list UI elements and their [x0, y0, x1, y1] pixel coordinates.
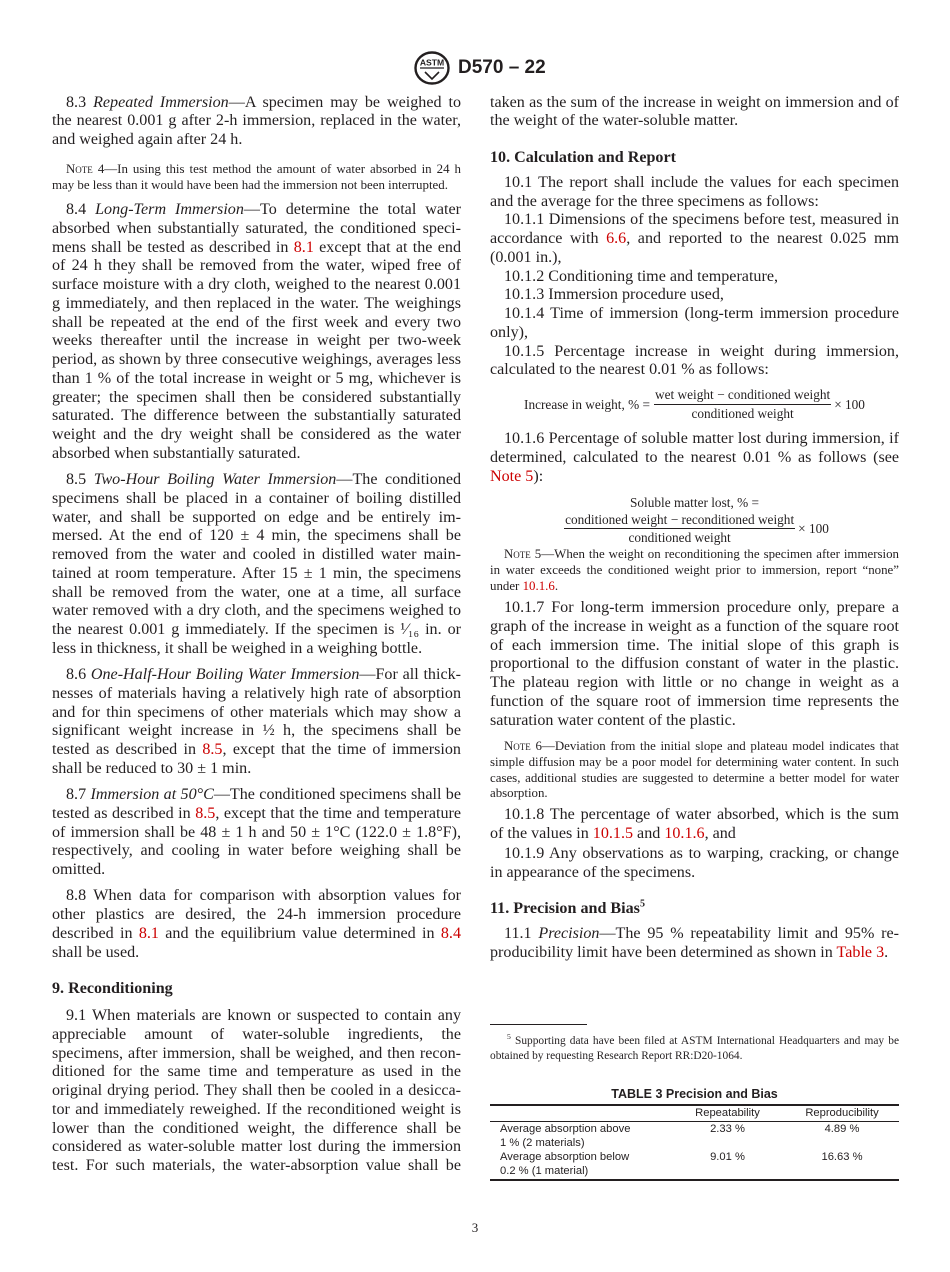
reproducibility-value: 16.63 % — [821, 1151, 863, 1163]
cross-reference-link[interactable]: 10.1.6 — [664, 824, 705, 842]
text-run: Supporting data have been filed at ASTM International Headquarters and may be obtained by requesting Research Report RR:D20-1064. — [490, 1034, 899, 1062]
footnote-marker: 5 — [507, 1031, 511, 1041]
paragraph-10-1-6 — [490, 430, 899, 486]
cross-reference-link[interactable]: Table 3 — [836, 943, 885, 961]
paragraph-10-1-3 — [490, 286, 899, 305]
paragraph-10-1-8 — [490, 806, 899, 844]
equation-soluble-matter-lost — [490, 495, 899, 547]
italic-caption: One-Half-Hour Boiling Water Immersion — [90, 666, 360, 684]
text-run: 8.8 When data for comparison with absorption values for other plastics are desired, the 24-h immersion procedure described in — [52, 887, 461, 942]
text-run: 8.6 — [66, 666, 91, 684]
text-run: . — [884, 943, 889, 961]
paragraph-8-7 — [52, 786, 461, 880]
paragraph-10-1-2 — [490, 268, 899, 287]
note-label: Note — [504, 739, 531, 754]
paragraph-10-1 — [490, 174, 899, 212]
cross-reference-link[interactable]: 8.5 — [195, 804, 216, 822]
equation-fraction-row — [490, 511, 899, 547]
text-run: —To determine the total water absorbed when substantially saturated, the conditioned specimens shall be tested as described in — [52, 201, 462, 256]
paragraph-9-1 — [52, 1007, 461, 1176]
paragraph-8-4 — [52, 201, 461, 464]
paragraph-11-1 — [490, 925, 899, 963]
text-run: 5—When the weight on reconditioning the specimen after immersion in water exceeds the conditioned weight prior to immersion, report “none” under — [490, 547, 899, 593]
cross-reference-link[interactable]: 10.1.6 — [522, 578, 555, 593]
table-title: TABLE 3 Precision and Bias — [611, 1087, 778, 1101]
text-run: and — [633, 824, 665, 842]
cross-reference-link[interactable]: 8.1 — [293, 238, 314, 256]
text-run: , except that the time and temperature of immersion shall be 48 ± 1 h and 50 ± 1°C (122.0 ± 1.8°F), respectively, and cooling in water before weighing shall be omitted. — [52, 804, 461, 879]
repeatability-value: 2.33 % — [710, 1123, 745, 1135]
text-run: —The 95 % repeatability limit and 95% reproducibility limit have been determined as shown in — [490, 925, 899, 961]
note-4 — [52, 162, 461, 193]
equation-numerator: conditioned weight − reconditioned weight — [565, 512, 795, 528]
note-label: Note — [66, 162, 93, 177]
cross-reference-link[interactable]: Note 5 — [490, 467, 534, 485]
footnote-divider — [490, 1024, 587, 1025]
equation-lhs: Soluble matter lost, % = — [629, 495, 759, 511]
section-10-heading: 10. Calculation and Report — [490, 149, 676, 167]
equation-denominator: conditioned weight — [628, 530, 731, 546]
equation-factor: × 100 — [834, 396, 865, 412]
text-run: and the equilibrium value determined in — [158, 924, 441, 942]
italic-caption: Repeated Immersion — [93, 93, 229, 111]
paragraph-10-1-1 — [490, 211, 899, 267]
cross-reference-link[interactable]: 8.4 — [440, 924, 461, 942]
italic-caption: Precision — [538, 925, 600, 942]
text-run: , except that the time of immersion shall be reduced to 30 ± 1 min. — [52, 741, 461, 777]
italic-caption: Two-Hour Boiling Water Immersion — [93, 471, 337, 489]
section-9-heading: 9. Reconditioning — [52, 980, 173, 998]
text-run: 6—Deviation from the initial slope and plateau model indicates that simple diffusion may be a poor model for determining water content. In such cases, additional studies are suggested to determine a better model for water absorption. — [490, 739, 899, 801]
paragraph-10-1-5 — [490, 343, 899, 381]
text-run: 10.1.1 Dimensions of the specimens before test, measured in accordance with — [490, 211, 899, 248]
table-row — [490, 1122, 899, 1151]
text-run: . — [554, 578, 559, 593]
footnote-reference[interactable]: 5 — [639, 898, 645, 910]
equation-fraction — [654, 386, 831, 423]
repeatability-value: 9.01 % — [710, 1151, 745, 1163]
italic-caption: Immersion at 50°C — [90, 786, 214, 804]
page-number: 3 — [471, 1220, 479, 1235]
paragraph-10-1-9 — [490, 845, 899, 883]
text-run: 10.1.6 Percentage of soluble matter lost during immersion, if determined, calculated to the nearest 0.01 % as follows (see — [490, 430, 899, 466]
paragraph-8-5 — [52, 471, 461, 659]
table-header-reproducibility: Reproducibility — [785, 1105, 899, 1122]
cross-reference-link[interactable]: 8.1 — [138, 924, 159, 942]
text-run: 8.4 — [66, 201, 96, 219]
text-run: 10.1.9 Any observations as to warping, cracking, or change in appearance of the specimens. — [490, 844, 899, 881]
footnote-5 — [490, 1031, 899, 1064]
equation-factor: × 100 — [798, 520, 829, 536]
table-3 — [490, 1087, 899, 1181]
note-6 — [490, 739, 899, 801]
table-header-repeatability: Repeatability — [670, 1105, 785, 1122]
text-run: shall be used. — [52, 943, 140, 961]
italic-caption: Long-Term Immersion — [95, 201, 244, 219]
note-label: Note — [504, 547, 531, 562]
text-run: 10.1.3 Immersion procedure used, — [504, 286, 724, 304]
text-run: 10.1.5 Percentage increase in weight during immersion, calculated to the nearest 0.01 % as follows: — [490, 342, 899, 379]
paragraph-8-8 — [52, 887, 461, 962]
section-11-heading-text: 11. Precision and Bias — [490, 900, 640, 918]
row-label: Average absorption below 0.2 % (1 material) — [500, 1151, 630, 1177]
astm-logo — [413, 50, 451, 86]
text-run: , and — [704, 824, 736, 842]
equation-increase-in-weight — [490, 386, 899, 423]
text-run: , and reported to the nearest 0.025 mm (0.001 in.), — [490, 230, 899, 266]
text-run: 8.3 — [66, 93, 94, 111]
text-run: —A specimen may be weighed to the nearest 0.001 g after 2-h immersion, replaced in the water, and weighed again after 24 h. — [52, 93, 461, 149]
paragraph-9-1-continued — [490, 94, 899, 132]
text-run: 8.7 — [66, 786, 91, 804]
precision-bias-table — [490, 1104, 899, 1181]
text-run: 4—In using this test method the amount of water absorbed in 24 h may be less than it would have been had the immersion not been interrupted. — [52, 162, 461, 192]
text-run: except that at the end of 24 h they shall be removed from the water, wiped free of surface moisture with a dry cloth, weighed to the nearest 0.001 g immediately, and then replaced in the water. The weighings shall be repeated at the end of the first week and every two weeks thereafter until the increase in weight per two-week period, as shown by three consecutive weighings, averages less than 1 % of the total increase in weight or 5 mg, whichever is greater; the specimen shall then be considered substantially saturated. The difference between the substantially saturated weight and the dry weight shall be considered as the water absorbed when substantially saturated. — [52, 238, 461, 462]
text-run: 10.1.4 Time of immersion (long-term immersion procedure only), — [490, 305, 899, 341]
standard-designation: D570 – 22 — [458, 57, 546, 78]
cross-reference-link[interactable]: 6.6 — [606, 230, 627, 248]
table-header-row — [490, 1105, 899, 1122]
text-run: 11.1 — [504, 925, 539, 942]
text-run: 9.1 When materials are known or suspected to contain any appreciable amount of water-soluble ingredients, the specimens, after immersion, shall be weighed, and then reconditioned for the same time and temperature as used in the original drying period. They shall then be cooled in a desiccator and immediately reweighed. If the reconditioned weight is lower than the conditioned weight, the difference shall be considered as water-soluble matter lost during the immersion test. For such materials, the water-absorption value shall be — [52, 1007, 461, 1175]
equation-denominator: conditioned weight — [691, 406, 794, 422]
equation-lhs: Increase in weight, % = — [524, 396, 651, 412]
paragraph-8-6 — [52, 666, 461, 779]
table-header-empty — [490, 1105, 670, 1122]
equation-fraction — [564, 511, 795, 547]
right-column — [490, 94, 899, 963]
equation-numerator: wet weight − conditioned weight — [654, 386, 831, 405]
row-label: Average absorption above 1 % (2 materials) — [500, 1123, 631, 1149]
section-11-heading — [490, 900, 899, 919]
paragraph-10-1-4 — [490, 305, 899, 343]
cross-reference-link[interactable]: 8.5 — [202, 741, 223, 759]
note-5 — [490, 547, 899, 594]
paragraph-8-3 — [52, 94, 461, 150]
text-run: —For all thicknesses of materials having a relatively high rate of absorption and for thin specimens of other materials which may show a significant weight increase in ½ h, the specimens shall be tested as described in — [52, 666, 461, 759]
text-run: —The conditioned specimens shall be tested as described in — [52, 786, 461, 822]
text-run: 10.1.7 For long-term immersion procedure only, prepare a graph of the increase in weight as a function of the square root of each immersion time. The initial slope of this graph is proportional to the diffusion constant of water in the plastic. The plateau region with little or no change in weight as a function of the square root of immersion time represents the saturation water content of the plastic. — [490, 599, 899, 729]
logo-lettering: ASTM — [419, 57, 445, 68]
text-run: 10.1 The report shall include the values for each specimen and the average for the three specimens as follows: — [490, 173, 899, 210]
cross-reference-link[interactable]: 10.1.5 — [592, 824, 634, 842]
text-run: ): — [533, 467, 544, 485]
left-column — [52, 94, 461, 1176]
table-row — [490, 1150, 899, 1180]
text-run: taken as the sum of the increase in weight on immersion and of the weight of the water-soluble matter. — [490, 93, 899, 130]
text-run: 10.1.2 Conditioning time and temperature, — [504, 267, 778, 285]
paragraph-10-1-7 — [490, 599, 899, 730]
text-run: 10.1.8 The percentage of water absorbed, which is the sum of the values in — [490, 805, 899, 842]
reproducibility-value: 4.89 % — [824, 1123, 860, 1135]
text-run: 8.5 — [66, 471, 94, 489]
text-run: —The conditioned specimens shall be placed in a container of boiling distilled water, and shall be supported on edge and be entirely immersed. At the end of 120 ± 4 min, the specimens shall be removed from the water and cooled in distilled water maintained at room temperature. After 15 ± 1 min, the specimens shall be removed from the water, one at a time, all surface water removed with a dry cloth, and the specimens weighed to the nearest 0.001 g immediately. If the specimen is ¹⁄₁₆ in. or less in thickness, it shall be weighed in a weighing bottle. — [52, 471, 462, 657]
